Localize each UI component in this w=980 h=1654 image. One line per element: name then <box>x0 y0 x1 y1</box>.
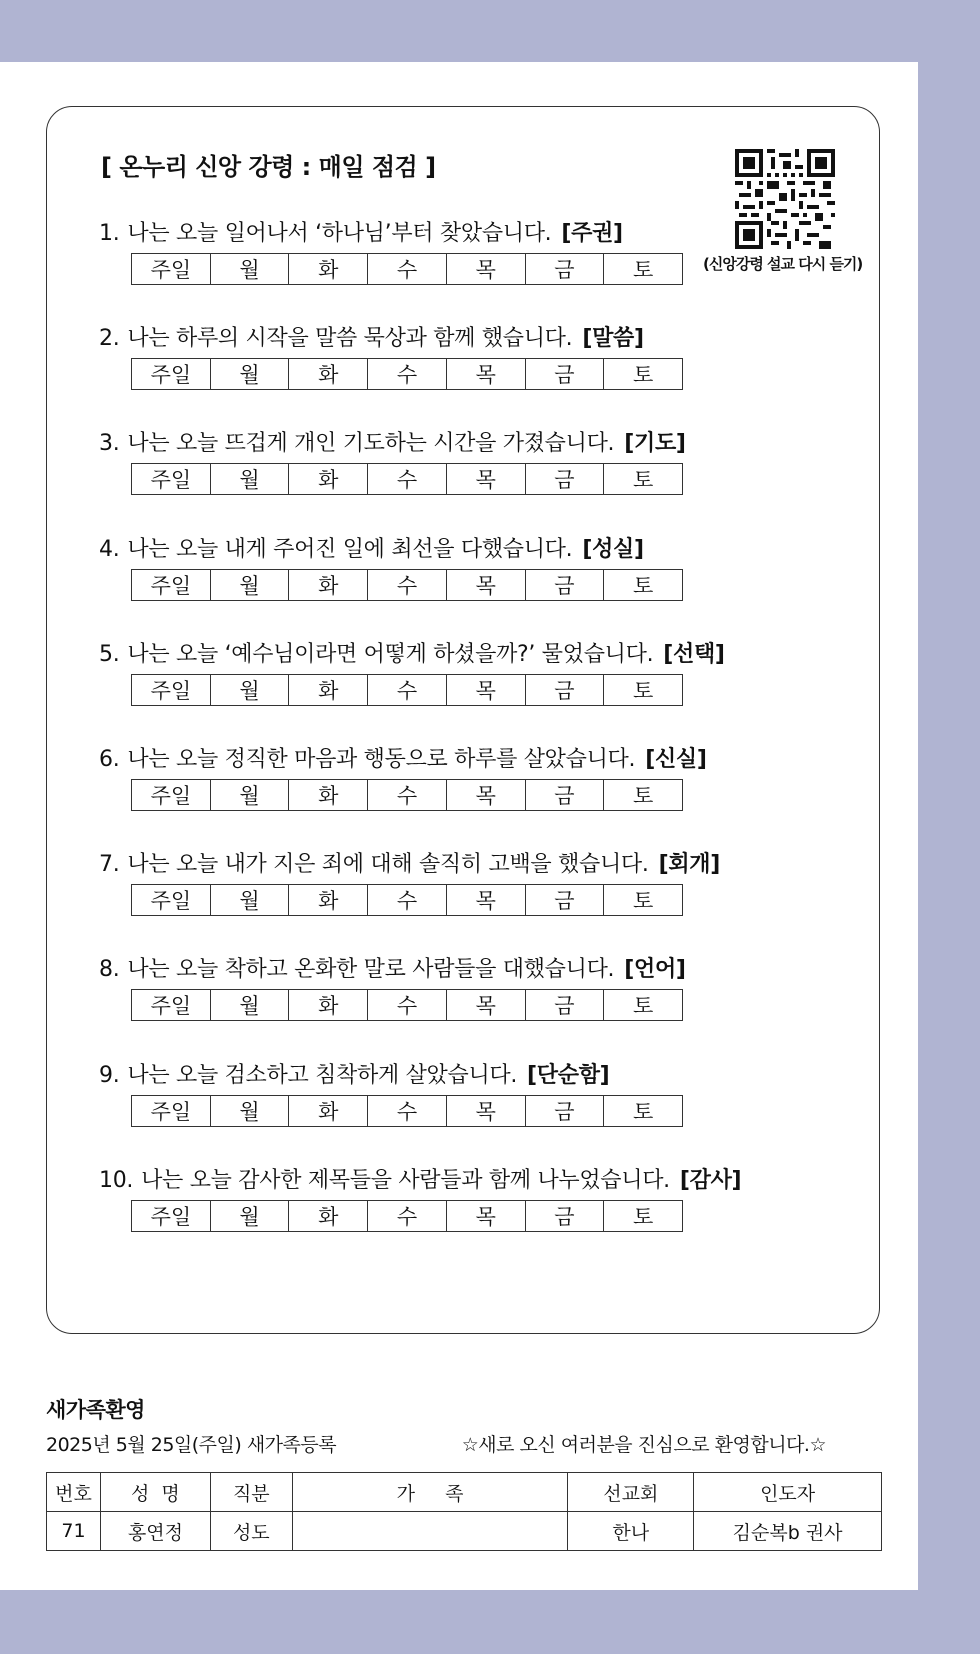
checklist-item <box>99 953 739 1021</box>
weekday-cell[interactable]: 주일 <box>132 1096 211 1126</box>
table-row <box>47 1512 882 1551</box>
table-header-cell: 직분 <box>210 1473 292 1512</box>
table-header-cell: 선교회 <box>568 1473 694 1512</box>
weekday-cell[interactable]: 목 <box>447 254 526 284</box>
checklist-question <box>99 848 739 882</box>
weekday-cell[interactable]: 월 <box>211 570 290 600</box>
checklist-question <box>99 1164 742 1198</box>
weekday-checkboxes <box>131 674 683 706</box>
qr-caption: (신앙강령 설교 다시 듣기) <box>703 255 863 273</box>
weekday-cell[interactable]: 주일 <box>132 990 211 1020</box>
weekday-cell[interactable]: 월 <box>211 359 290 389</box>
weekday-cell[interactable]: 화 <box>289 780 368 810</box>
checklist-question <box>99 217 739 251</box>
checklist-item <box>99 1164 742 1232</box>
question-text: 나는 오늘 검소하고 침착하게 살았습니다. <box>127 1062 518 1088</box>
weekday-cell[interactable]: 화 <box>289 1096 368 1126</box>
weekday-cell[interactable]: 목 <box>447 990 526 1020</box>
checklist-question <box>99 743 739 777</box>
weekday-cell[interactable]: 목 <box>447 359 526 389</box>
weekday-cell[interactable]: 화 <box>289 1201 368 1231</box>
weekday-cell[interactable]: 금 <box>526 1201 605 1231</box>
welcome-note: ☆새로 오신 여러분을 진심으로 환영합니다.☆ <box>461 1434 826 1456</box>
question-number: 10. <box>99 1167 134 1193</box>
weekday-cell[interactable]: 금 <box>526 359 605 389</box>
weekday-cell[interactable]: 수 <box>368 990 447 1020</box>
weekday-checkboxes <box>131 358 683 390</box>
weekday-cell[interactable]: 화 <box>289 464 368 494</box>
weekday-checkboxes <box>131 463 683 495</box>
checklist-question <box>99 533 739 567</box>
weekday-cell[interactable]: 월 <box>211 885 290 915</box>
weekday-cell[interactable]: 토 <box>633 1099 654 1124</box>
question-tag: [신실] <box>645 747 707 772</box>
question-number: 1. <box>99 221 120 246</box>
weekday-cell[interactable]: 수 <box>368 359 447 389</box>
weekday-cell[interactable]: 수 <box>368 464 447 494</box>
weekday-cell[interactable]: 월 <box>211 780 290 810</box>
weekday-cell[interactable]: 토 <box>633 573 654 598</box>
weekday-cell[interactable]: 토 <box>633 363 654 388</box>
weekday-checkboxes <box>131 1095 683 1127</box>
table-cell: 한나 <box>568 1512 694 1551</box>
checklist-question <box>99 322 739 356</box>
question-tag: [성실] <box>582 536 644 562</box>
question-text: 나는 오늘 내가 지은 죄에 대해 솔직히 고백을 했습니다. <box>127 852 649 878</box>
question-text: 나는 오늘 정직한 마음과 행동으로 하루를 살았습니다. <box>127 747 636 772</box>
checklist-item <box>99 322 739 390</box>
weekday-cell[interactable]: 주일 <box>132 254 211 284</box>
weekday-cell[interactable]: 주일 <box>132 780 211 810</box>
question-tag: [기도] <box>624 431 686 457</box>
weekday-checkboxes <box>131 884 683 916</box>
weekday-cell[interactable]: 목 <box>447 1201 526 1231</box>
weekday-cell[interactable]: 금 <box>526 885 605 915</box>
checklist-item <box>99 427 739 495</box>
table-cell: 성도 <box>210 1512 292 1551</box>
weekday-cell[interactable]: 주일 <box>132 675 211 705</box>
bulletin-page <box>0 62 918 1590</box>
table-header-row <box>47 1473 882 1512</box>
weekday-cell[interactable]: 수 <box>368 1201 447 1231</box>
weekday-cell[interactable]: 주일 <box>132 570 211 600</box>
question-text: 나는 오늘 일어나서 ‘하나님’부터 찾았습니다. <box>127 221 552 246</box>
table-header-cell: 성 명 <box>100 1473 210 1512</box>
weekday-cell[interactable]: 금 <box>526 990 605 1020</box>
weekday-cell[interactable]: 수 <box>368 1096 447 1126</box>
question-number: 4. <box>99 536 120 562</box>
question-tag: [선택] <box>663 641 725 667</box>
weekday-cell[interactable]: 수 <box>368 780 447 810</box>
weekday-cell[interactable]: 월 <box>211 1096 290 1126</box>
weekday-cell[interactable]: 목 <box>447 464 526 494</box>
weekday-cell[interactable]: 목 <box>447 885 526 915</box>
checklist-item <box>99 848 739 916</box>
weekday-cell[interactable]: 주일 <box>132 464 211 494</box>
question-text: 나는 오늘 내게 주어진 일에 최선을 다했습니다. <box>127 536 573 562</box>
weekday-cell[interactable]: 화 <box>289 675 368 705</box>
question-number: 6. <box>99 747 120 772</box>
question-number: 8. <box>99 957 120 983</box>
new-family-table <box>46 1472 882 1551</box>
weekday-checkboxes <box>131 989 683 1021</box>
weekday-cell[interactable]: 월 <box>211 1201 290 1231</box>
weekday-cell[interactable]: 화 <box>289 254 368 284</box>
weekday-cell[interactable]: 화 <box>289 570 368 600</box>
weekday-cell[interactable]: 토 <box>633 889 654 914</box>
question-number: 3. <box>99 431 120 457</box>
weekday-cell[interactable]: 금 <box>526 570 605 600</box>
weekday-cell[interactable]: 주일 <box>132 359 211 389</box>
weekday-cell[interactable]: 토 <box>633 994 654 1019</box>
weekday-cell[interactable]: 월 <box>211 675 290 705</box>
table-header-cell: 번호 <box>47 1473 101 1512</box>
checklist-question <box>99 1059 739 1093</box>
weekday-cell[interactable]: 금 <box>526 675 605 705</box>
welcome-subtitle: 2025년 5월 25일(주일) 새가족등록 <box>46 1434 337 1456</box>
question-number: 9. <box>99 1062 120 1088</box>
weekday-cell[interactable]: 토 <box>633 784 654 808</box>
table-header-cell: 인도자 <box>694 1473 882 1512</box>
question-text: 나는 오늘 착하고 온화한 말로 사람들을 대했습니다. <box>127 957 615 983</box>
weekday-cell[interactable]: 월 <box>211 464 290 494</box>
table-cell: 김순복b 권사 <box>694 1512 882 1551</box>
question-number: 7. <box>99 852 120 878</box>
welcome-title: 새가족환영 <box>46 1398 145 1422</box>
checklist-title: [ 온누리 신앙 강령 : 매일 점검 ] <box>101 153 436 181</box>
question-text: 나는 오늘 감사한 제목들을 사람들과 함께 나누었습니다. <box>141 1167 670 1193</box>
weekday-cell[interactable]: 금 <box>526 1096 605 1126</box>
weekday-cell[interactable]: 월 <box>211 990 290 1020</box>
table-cell: 71 <box>47 1512 101 1551</box>
weekday-cell[interactable]: 토 <box>633 468 654 493</box>
weekday-cell[interactable]: 월 <box>211 254 290 284</box>
weekday-cell[interactable]: 화 <box>289 359 368 389</box>
question-text: 나는 하루의 시작을 말씀 묵상과 함께 했습니다. <box>127 326 573 352</box>
checklist-item <box>99 743 739 811</box>
question-number: 5. <box>99 641 120 667</box>
weekday-cell[interactable]: 금 <box>526 464 605 494</box>
weekday-cell[interactable]: 수 <box>368 885 447 915</box>
weekday-cell[interactable]: 주일 <box>132 1201 211 1231</box>
qr-code-icon[interactable] <box>735 149 835 249</box>
weekday-cell[interactable]: 토 <box>633 678 654 703</box>
question-tag: [단순함] <box>527 1062 610 1088</box>
weekday-checkboxes <box>131 1200 683 1232</box>
weekday-cell[interactable]: 주일 <box>132 885 211 915</box>
weekday-cell[interactable]: 목 <box>447 675 526 705</box>
weekday-cell[interactable]: 수 <box>368 570 447 600</box>
weekday-cell[interactable]: 토 <box>633 1204 654 1229</box>
weekday-cell[interactable]: 수 <box>368 254 447 284</box>
checklist-question <box>99 427 739 461</box>
checklist-item <box>99 1059 739 1127</box>
daily-checklist-box <box>46 106 880 1334</box>
weekday-checkboxes <box>131 569 683 601</box>
checklist-question <box>99 953 739 987</box>
weekday-cell[interactable]: 수 <box>368 675 447 705</box>
table-cell: 홍연정 <box>100 1512 210 1551</box>
weekday-cell[interactable]: 금 <box>526 254 605 284</box>
weekday-cell[interactable]: 토 <box>633 258 654 282</box>
question-tag: [언어] <box>624 957 686 983</box>
weekday-checkboxes <box>131 779 683 811</box>
weekday-checkboxes <box>131 253 683 285</box>
question-text: 나는 오늘 뜨겁게 개인 기도하는 시간을 가졌습니다. <box>127 431 615 457</box>
question-tag: [감사] <box>679 1167 742 1193</box>
question-text: 나는 오늘 ‘예수님이라면 어떻게 하셨을까?’ 물었습니다. <box>127 641 654 667</box>
question-tag: [말씀] <box>582 326 644 352</box>
weekday-cell[interactable]: 화 <box>289 885 368 915</box>
table-header-cell: 가 족 <box>292 1473 568 1512</box>
question-tag: [회개] <box>658 852 720 878</box>
weekday-cell[interactable]: 목 <box>447 570 526 600</box>
weekday-cell[interactable]: 화 <box>289 990 368 1020</box>
checklist-question <box>99 638 739 672</box>
question-number: 2. <box>99 326 120 352</box>
checklist-item <box>99 533 739 601</box>
weekday-cell[interactable]: 금 <box>526 780 605 810</box>
checklist-item <box>99 217 739 285</box>
checklist-item <box>99 638 739 706</box>
question-tag: [주권] <box>561 221 623 246</box>
table-cell <box>292 1512 568 1551</box>
weekday-cell[interactable]: 목 <box>447 1096 526 1126</box>
weekday-cell[interactable]: 목 <box>447 780 526 810</box>
